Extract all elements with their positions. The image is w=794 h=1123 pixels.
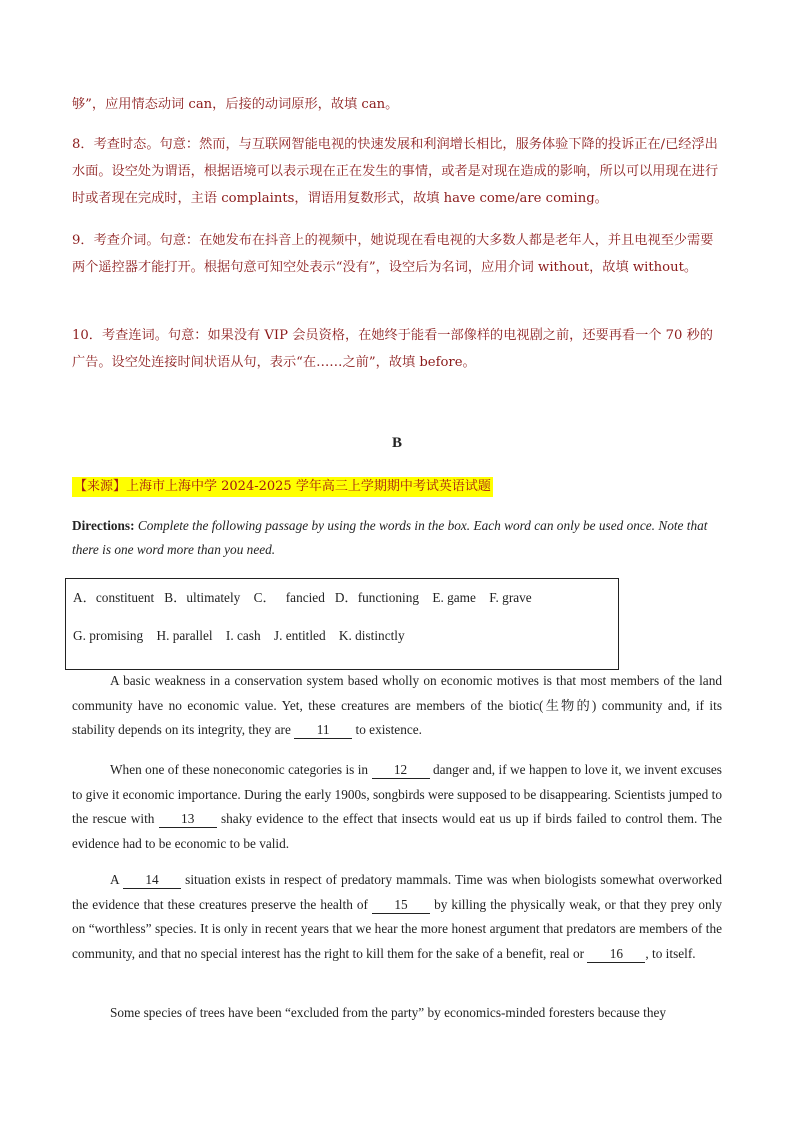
passage-paragraph-1 [72,669,722,743]
answer-9: 9．考查介词。句意：在她发布在抖音上的视频中，她说现在看电视的大多数人都是老年人，并且电视至少需要两个遥控器才能打开。根据句意可知空处表示“没有”，设空后为名词，应用介词 without，故填 without。 [72,233,714,275]
passage-text: A basic weakness in a conservation system based wholly on economic motives is that most members of the land community have no economic value. Yet, these creatures are members of the biotic(生物的) community and, if its stability depends on its integrity, they are [72,673,722,737]
passage-paragraph-4 [72,1001,722,1026]
blank-13[interactable]: 13 [159,811,217,828]
word-box-row-1: A．constituent B．ultimately C． fancied D．functioning E. game F. grave [73,590,532,605]
answer-8: 8．考查时态。句意：然而，与互联网智能电视的快速发展和利润增长相比，服务体验下降的投诉正在/已经浮出水面。设空处为谓语，根据语境可以表示现在正在发生的事情，或者是对现在造成的影响，所以可以用现在进行时或者现在完成时，主语 complaints，谓语用复数形式，故填 have come/are coming。 [72,137,719,206]
passage-paragraph-2 [72,758,722,856]
directions-text: Complete the following passage by using the words in the box. Each word can only be used once. Note that there is one word more than you need. [72,518,708,557]
passage-text: When one of these noneconomic categories is in [110,762,372,777]
passage-text: situation exists in respect of predatory mammals. Time was when biologists somewhat overworked the evidence that these creatures preserve the health of [72,872,722,912]
blank-16[interactable]: 16 [587,946,645,963]
blank-11[interactable]: 11 [294,722,352,739]
passage-text: Some species of trees have been “excluded from the party” by economics-minded foresters because they [110,1005,667,1020]
passage-text: , to itself. [645,945,696,961]
answer-7-tail: 够”，应用情态动词 can，后接的动词原形，故填 can。 [72,97,399,112]
passage-text: A [110,872,124,887]
source-label: 【来源】上海市上海中学 2024-2025 学年高三上学期期中考试英语试题 [72,477,493,497]
passage-paragraph-3 [72,868,722,966]
passage-text: by killing the physically weak, or that they prey only on “worthless” species. It is only in recent years that we hear the more honest argument that predators are members of the community, and that no special interest has the right to kill them for the sake of a benefit, real or [72,896,722,961]
section-heading: B [391,435,402,451]
word-box [65,578,619,670]
directions [72,514,722,562]
blank-12[interactable]: 12 [372,762,430,779]
passage-text: shaky evidence to the effect that insects would eat us up if birds failed to control them. The evidence had to be economic to be valid. [72,811,722,851]
passage-text: to existence. [352,722,422,737]
passage-text: danger and, if we happen to love it, we invent excuses to give it economic importance. During the early 1900s, songbirds were supposed to be disappearing. Scientists jumped to the rescue with [72,762,722,826]
word-box-row-2: G. promising H. parallel I. cash J. entitled K. distinctly [73,628,405,643]
blank-14[interactable]: 14 [123,872,181,889]
blank-15[interactable]: 15 [372,897,430,914]
directions-label: Directions: [72,518,135,533]
answer-10: 10．考查连词。句意：如果没有 VIP 会员资格，在她终于能看一部像样的电视剧之前，还要再看一个 70 秒的广告。设空处连接时间状语从句，表示“在……之前”，故填 before。 [72,328,713,370]
